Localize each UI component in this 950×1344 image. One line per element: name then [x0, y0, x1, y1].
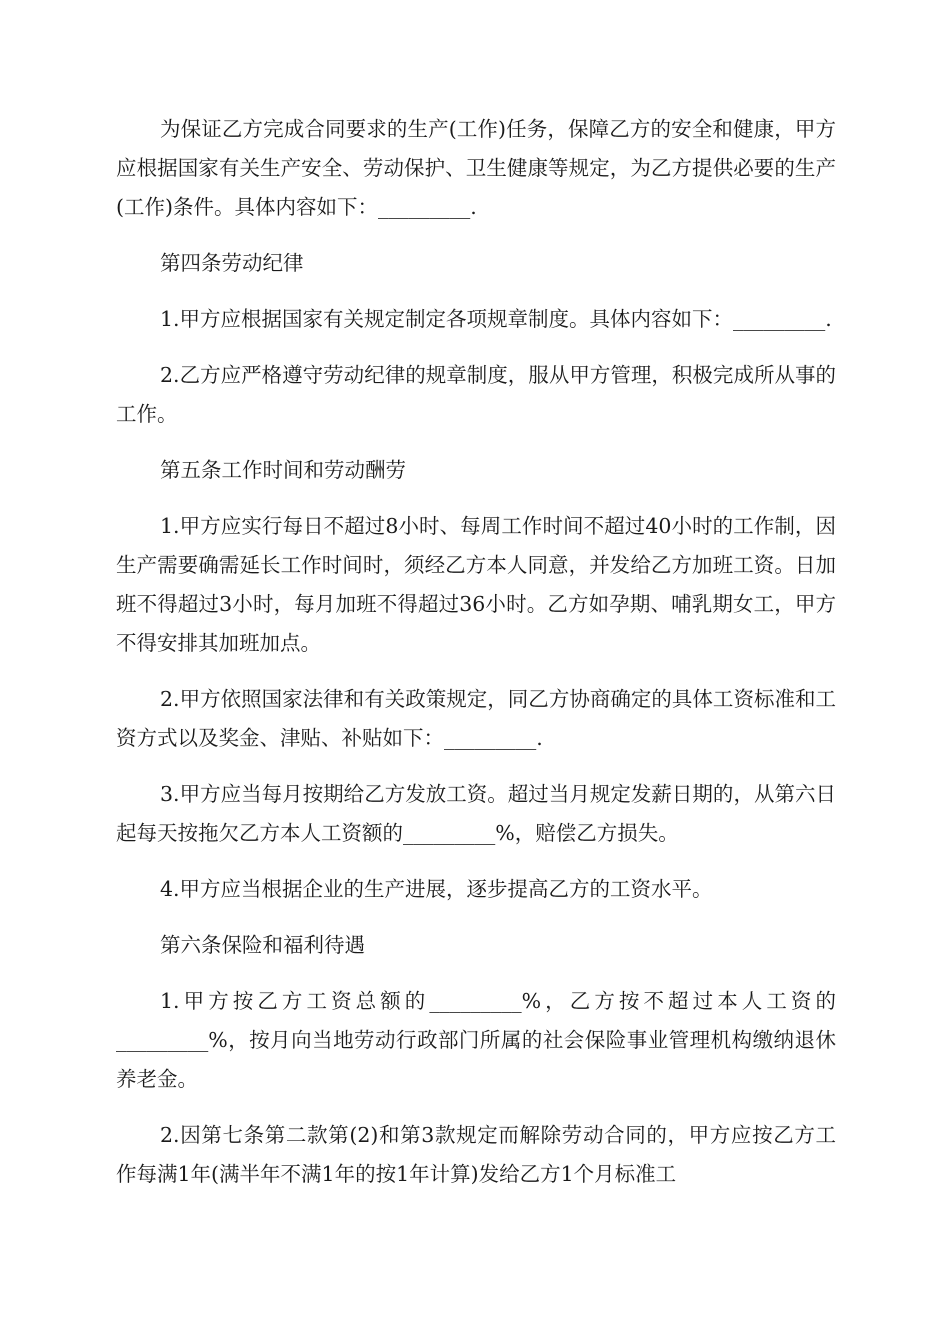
paragraph-5-2: 2.甲方依照国家法律和有关政策规定，同乙方协商确定的具体工资标准和工资方式以及奖金、津贴、补贴如下：_________. — [116, 687, 836, 750]
paragraph-5-4: 4.甲方应当根据企业的生产进展，逐步提高乙方的工资水平。 — [160, 877, 713, 901]
paragraph-5-1: 1.甲方应实行每日不超过8小时、每周工作时间不超过40小时的工作制，因生产需要确需延长工作时间时，须经乙方本人同意，并发给乙方加班工资。日加班不得超过3小时，每月加班不得超过36小时。乙方如孕期、哺乳期女工，甲方不得安排其加班加点。 — [116, 514, 836, 655]
paragraph-4-1: 1.甲方应根据国家有关规定制定各项规章制度。具体内容如下：_________. — [160, 307, 832, 331]
paragraph-6-1: 1.甲方按乙方工资总额的_________%，乙方按不超过本人工资的_________%，按月向当地劳动行政部门所属的社会保险事业管理机构缴纳退休养老金。 — [116, 989, 836, 1091]
document-body — [116, 110, 836, 1194]
paragraph-working-conditions: 为保证乙方完成合同要求的生产(工作)任务，保障乙方的安全和健康，甲方应根据国家有关生产安全、劳动保护、卫生健康等规定，为乙方提供必要的生产(工作)条件。具体内容如下：_________. — [116, 117, 836, 219]
heading-article-6: 第六条保险和福利待遇 — [160, 933, 365, 957]
heading-article-4: 第四条劳动纪律 — [160, 251, 304, 275]
paragraph-4-2: 2.乙方应严格遵守劳动纪律的规章制度，服从甲方管理，积极完成所从事的工作。 — [116, 363, 836, 426]
paragraph-5-3: 3.甲方应当每月按期给乙方发放工资。超过当月规定发薪日期的，从第六日起每天按拖欠乙方本人工资额的_________%，赔偿乙方损失。 — [116, 782, 836, 845]
heading-article-5: 第五条工作时间和劳动酬劳 — [160, 458, 406, 482]
paragraph-6-2: 2.因第七条第二款第(2)和第3款规定而解除劳动合同的，甲方应按乙方工作每满1年(满半年不满1年的按1年计算)发给乙方1个月标准工 — [116, 1123, 836, 1186]
